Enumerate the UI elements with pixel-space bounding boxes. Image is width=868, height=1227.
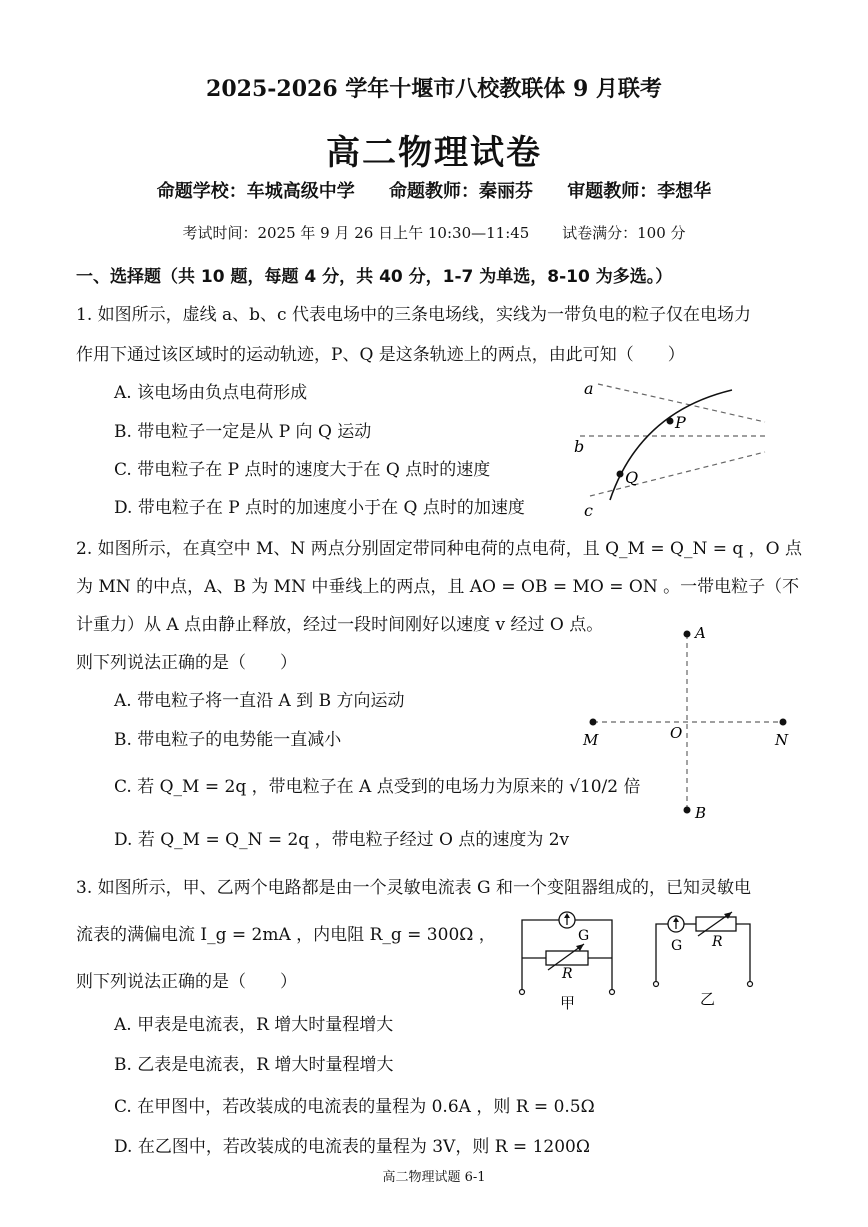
q1-field-figure — [570, 372, 780, 522]
label-g-jia: G — [578, 928, 590, 944]
point-p — [667, 418, 674, 425]
label-a: a — [584, 379, 594, 398]
label-r-yi: R — [712, 934, 723, 950]
label-O: O — [670, 724, 683, 742]
q2-stem-line2: 为 MN 的中点，A、B 为 MN 中垂线上的两点，且 AO = OB = MO = ON 。一带电粒子（不 — [76, 577, 800, 597]
point-q — [617, 471, 624, 478]
circuit-jia — [520, 912, 615, 1012]
q2-option-b: B. 带电粒子的电势能一直减小 — [114, 730, 342, 750]
q3-circuit-figure — [512, 906, 762, 1014]
author-line — [0, 177, 868, 203]
school-label: 命题学校：车城高级中学 — [156, 181, 355, 202]
q3-option-a: A. 甲表是电流表，R 增大时量程增大 — [114, 1015, 394, 1035]
point-a — [684, 631, 691, 638]
label-c: c — [584, 501, 593, 520]
q3-option-b: B. 乙表是电流表，R 增大时量程增大 — [114, 1055, 394, 1075]
point-m — [590, 719, 597, 726]
q1-stem-line2: 作用下通过该区域时的运动轨迹，P、Q 是这条轨迹上的两点，由此可知（ ） — [76, 345, 685, 365]
q1-option-c: C. 带电粒子在 P 点时的速度大于在 Q 点时的速度 — [114, 460, 491, 480]
label-M: M — [583, 731, 599, 749]
exam-time: 考试时间：2025 年 9 月 26 日上午 10:30—11:45 — [182, 224, 530, 242]
q1-stem-line1: 1. 如图所示，虚线 a、b、c 代表电场中的三条电场线，实线为一带负电的粒子仅在电场力 — [76, 305, 751, 325]
circuit-yi — [654, 912, 753, 1008]
point-b — [684, 807, 691, 814]
q2-stem-line3: 计重力）从 A 点由静止释放，经过一段时间刚好以速度 v 经过 O 点。 — [76, 615, 604, 635]
q3-stem-line3: 则下列说法正确的是（ ） — [76, 972, 297, 992]
q2-option-c: C. 若 Q_M = 2q ，带电粒子在 A 点受到的电场力为原来的 √10/2 倍 — [114, 777, 641, 797]
q2-stem-line4: 则下列说法正确的是（ ） — [76, 653, 297, 673]
label-r-jia: R — [562, 966, 573, 982]
label-A: A — [695, 624, 706, 642]
q3-stem-line1: 3. 如图所示，甲、乙两个电路都是由一个灵敏电流表 G 和一个变阻器组成的，已知灵敏电 — [76, 878, 752, 898]
label-jia: 甲 — [560, 994, 576, 1012]
resistor-r-jia — [546, 951, 588, 965]
q1-option-d: D. 带电粒子在 P 点时的加速度小于在 Q 点时的加速度 — [114, 498, 525, 518]
section-heading: 一、选择题（共 10 题，每题 4 分，共 40 分，1-7 为单选，8-10 为多选。） — [76, 267, 673, 287]
full-score: 试卷满分：100 分 — [562, 224, 686, 242]
label-yi: 乙 — [700, 990, 716, 1008]
q2-option-d: D. 若 Q_M = Q_N = 2q ，带电粒子经过 O 点的速度为 2v — [114, 830, 570, 850]
q2-stem-line1: 2. 如图所示，在真空中 M、N 两点分别固定带同种电荷的点电荷，且 Q_M = Q_N = q ，O 点 — [76, 539, 803, 559]
reviewer-label: 审题教师：李想华 — [567, 181, 712, 202]
page-footer: 高二物理试题 6-1 — [382, 1170, 486, 1185]
exam-info-line — [0, 222, 868, 243]
q1-option-a: A. 该电场由负点电荷形成 — [114, 383, 308, 403]
q1-option-b: B. 带电粒子一定是从 P 向 Q 运动 — [114, 422, 372, 442]
label-N: N — [775, 731, 789, 749]
q2-charge-figure — [575, 620, 795, 825]
field-line-c — [590, 452, 765, 496]
q2-option-a: A. 带电粒子将一直沿 A 到 B 方向运动 — [114, 691, 405, 711]
q3-option-d: D. 在乙图中，若改装成的电流表的量程为 3V，则 R = 1200Ω — [114, 1137, 590, 1157]
label-g-yi: G — [671, 938, 683, 954]
subject-title: 高二物理试卷 — [326, 133, 542, 173]
label-B: B — [695, 804, 707, 822]
label-q: Q — [625, 468, 639, 487]
label-b: b — [574, 437, 585, 456]
label-p: P — [675, 413, 686, 432]
exam-title: 2025-2026 学年十堰市八校教联体 9 月联考 — [206, 76, 662, 102]
point-n — [780, 719, 787, 726]
author-label: 命题教师：秦丽芬 — [389, 181, 533, 202]
q3-stem-line2: 流表的满偏电流 I_g = 2mA ，内电阻 R_g = 300Ω ， — [76, 925, 496, 945]
q3-option-c: C. 在甲图中，若改装成的电流表的量程为 0.6A ，则 R = 0.5Ω — [114, 1097, 595, 1117]
